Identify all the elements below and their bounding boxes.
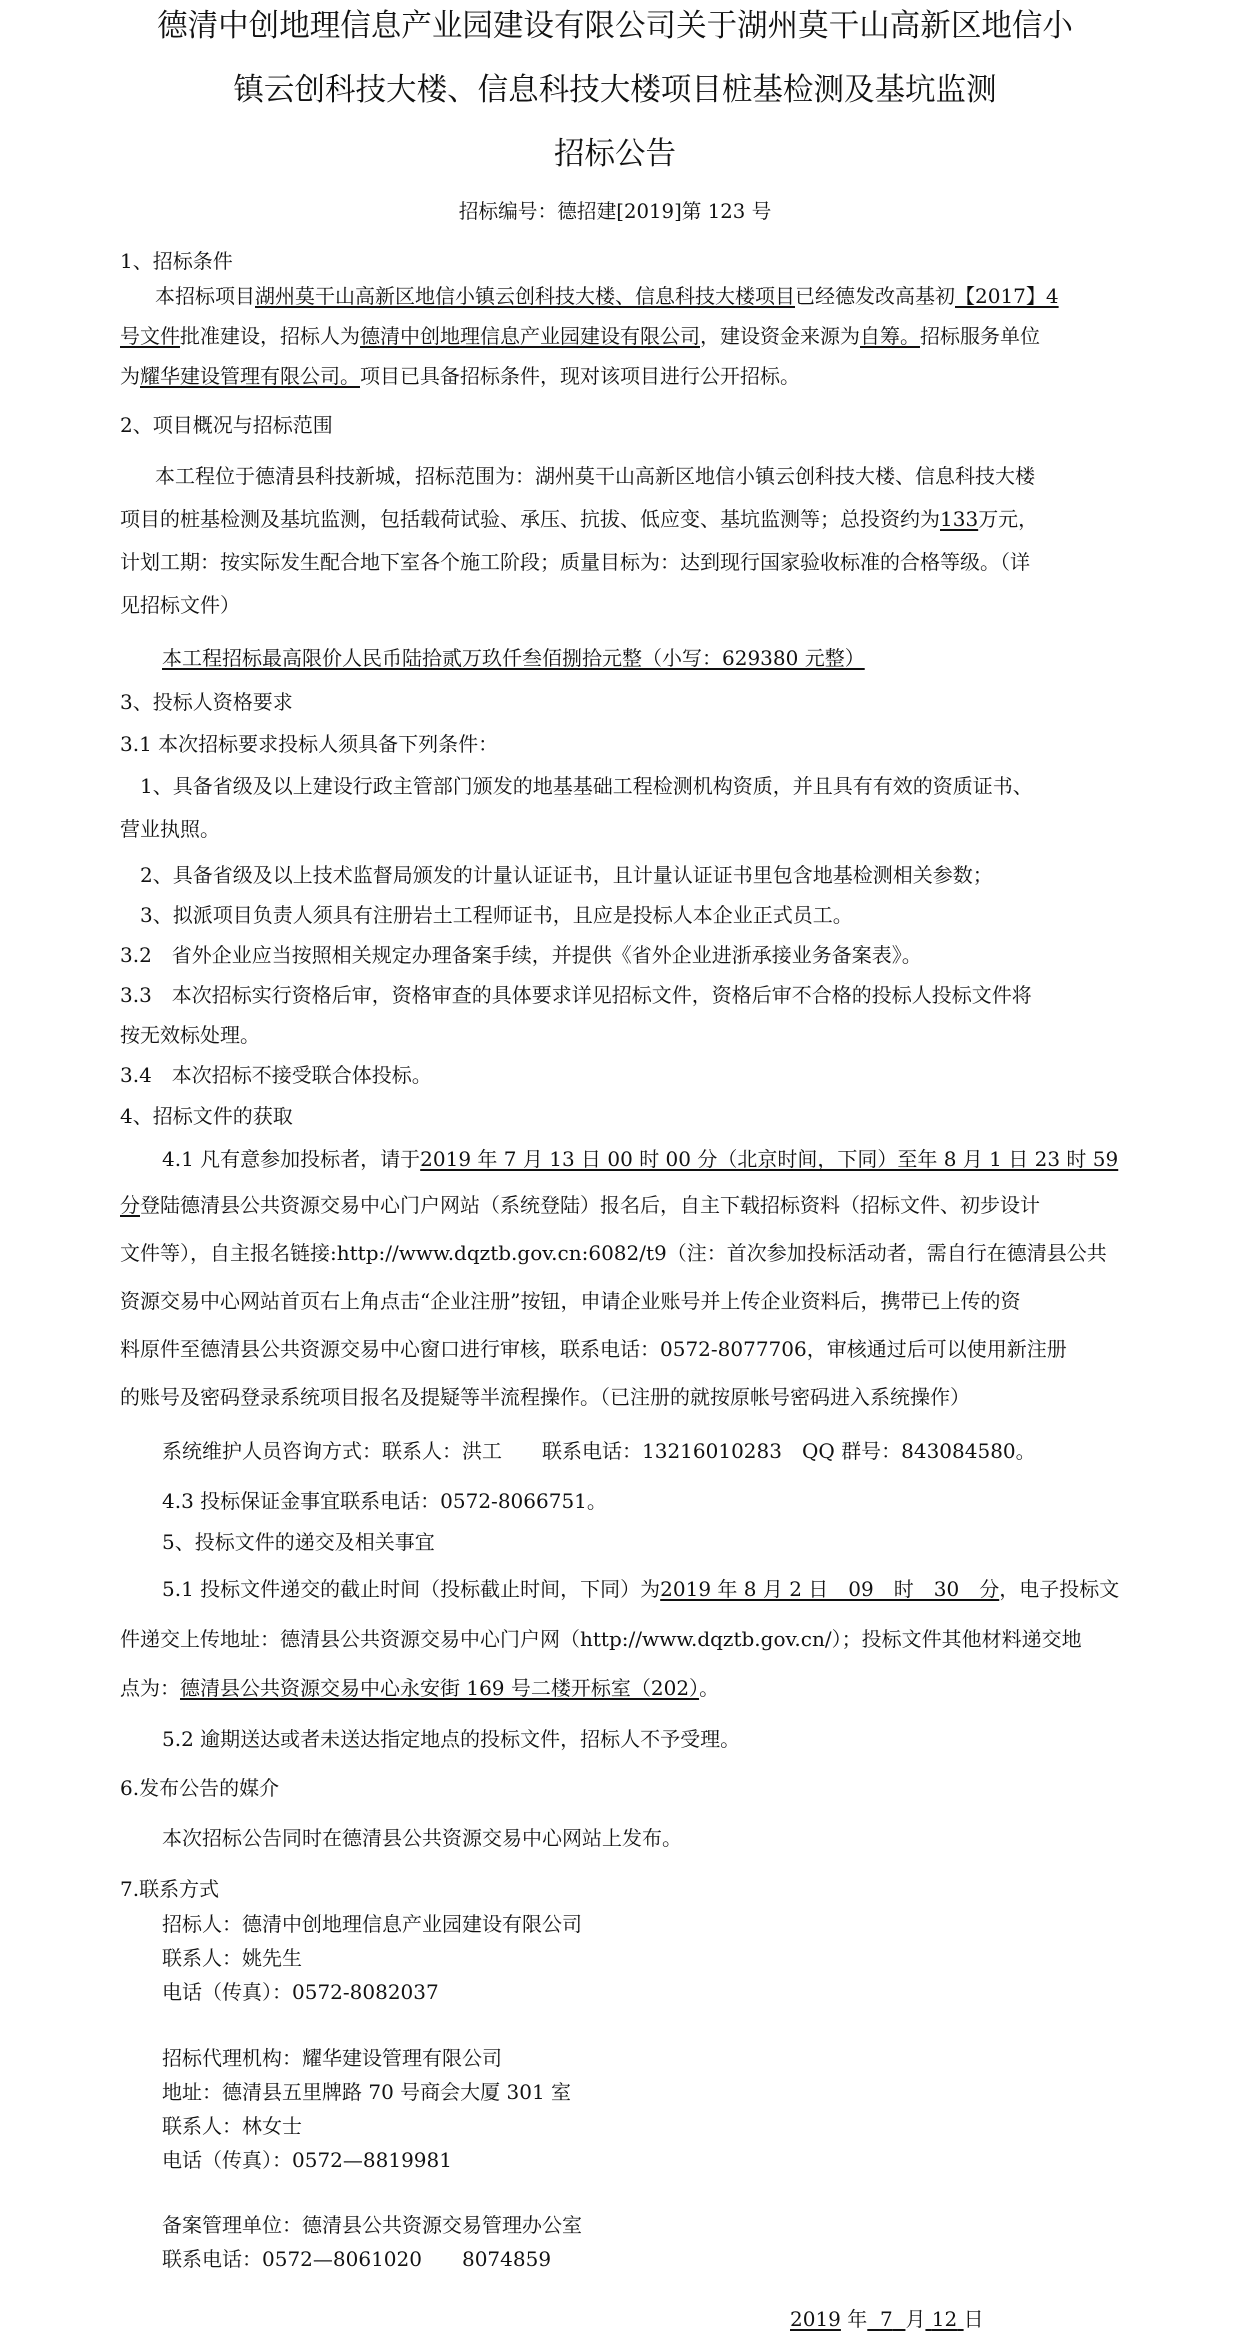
requirement-3-4: 3.4 本次招标不接受联合体投标。 (120, 1063, 432, 1087)
section-3-intro: 3.1 本次招标要求投标人须具备下列条件： (120, 732, 499, 756)
filing-unit: 备案管理单位：德清县公共资源交易管理办公室 (162, 2213, 582, 2237)
tenderer-name: 德清中创地理信息产业园建设有限公司 (360, 324, 700, 348)
requirement-2: 2、具备省级及以上技术监督局颁发的计量认证证书，且计量认证证书里包含地基检测相关参数； (140, 863, 993, 887)
section-5-line-1: 5.1 投标文件递交的截止时间（投标截止时间，下同）为2019 年 8 月 2 日 09 时 30 分，电子投标文 (162, 1577, 1120, 1601)
section-1-heading: 1、招标条件 (120, 249, 233, 273)
project-name: 湖州莫干山高新区地信小镇云创科技大楼、信息科技大楼项目 (255, 284, 795, 308)
section-5-heading: 5、投标文件的递交及相关事宜 (162, 1530, 435, 1554)
requirement-3-2: 3.2 省外企业应当按照相关规定办理备案手续，并提供《省外企业进浙承接业务备案表》。 (120, 943, 922, 967)
tenderer: 招标人：德清中创地理信息产业园建设有限公司 (162, 1912, 582, 1936)
section-1-line-2: 号文件批准建设，招标人为德清中创地理信息产业园建设有限公司，建设资金来源为自筹。招标服务单位 (120, 324, 1040, 348)
submission-deadline: 2019 年 8 月 2 日 09 时 30 分 (660, 1577, 1000, 1601)
section-5-line-2: 件递交上传地址：德清县公共资源交易中心门户网（http://www.dqztb.gov.cn/）；投标文件其他材料递交地 (120, 1627, 1082, 1651)
requirement-1-line-2: 营业执照。 (120, 817, 220, 841)
requirement-1-line-1: 1、具备省级及以上建设行政主管部门颁发的地基基础工程检测机构资质，并且具有有效的资质证书、 (140, 774, 1033, 798)
section-5-line-4: 5.2 逾期送达或者未送达指定地点的投标文件，招标人不予受理。 (162, 1727, 741, 1751)
section-4-line-6: 的账号及密码登录系统项目报名及提疑等半流程操作。（已注册的就按原帐号密码进入系统操作） (120, 1385, 970, 1409)
section-2-line-2: 项目的桩基检测及基坑监测，包括载荷试验、承压、抗拔、低应变、基坑监测等；总投资约为133万元， (120, 507, 1039, 531)
section-5-line-3: 点为：德清县公共资源交易中心永安街 169 号二楼开标室（202）。 (120, 1676, 720, 1700)
agent-name: 耀华建设管理有限公司。 (140, 364, 360, 388)
section-4-line-4: 资源交易中心网站首页右上角点击“企业注册”按钮，申请企业账号并上传企业资料后，携带已上传的资 (120, 1289, 1021, 1313)
title-line-2: 镇云创科技大楼、信息科技大楼项目桩基检测及基坑监测 (233, 72, 997, 108)
requirement-3-3-line-1: 3.3 本次招标实行资格后审，资格审查的具体要求详见招标文件，资格后审不合格的投标人投标文件将 (120, 983, 1032, 1007)
tenderer-phone: 电话（传真）：0572-8082037 (162, 1980, 439, 2004)
section-3-heading: 3、投标人资格要求 (120, 690, 293, 714)
agent-address: 地址：德清县五里牌路 70 号商会大厦 301 室 (162, 2080, 572, 2104)
section-4-line-3: 文件等），自主报名链接:http://www.dqztb.gov.cn:6082/t9（注：首次参加投标活动者，需自行在德清县公共 (120, 1241, 1107, 1265)
approval-doc: 【2017】4 (955, 284, 1059, 308)
tenderer-contact: 联系人：姚先生 (162, 1946, 302, 1970)
announcement-date: 2019 年 7 月 12 日 (790, 2307, 984, 2331)
fund-source: 自筹。 (860, 324, 920, 348)
section-4-line-2: 分登陆德清县公共资源交易中心门户网站（系统登陆）报名后，自主下载招标资料（招标文件、初步设计 (120, 1193, 1040, 1217)
filing-phone: 联系电话：0572—8061020 8074859 (162, 2247, 552, 2271)
section-4-line-1: 4.1 凡有意参加投标者，请于2019 年 7 月 13 日 00 时 00 分（北京时间，下同）至年 8 月 1 日 23 时 59 (162, 1147, 1119, 1171)
section-6-heading: 6.发布公告的媒介 (120, 1776, 280, 1800)
section-2-line-3: 计划工期：按实际发生配合地下室各个施工阶段；质量目标为：达到现行国家验收标准的合格等级。（详 (120, 550, 1030, 574)
section-1-line-1: 本招标项目湖州莫干山高新区地信小镇云创科技大楼、信息科技大楼项目已经德发改高基初【2017】4 (155, 284, 1059, 308)
requirement-3-3-line-2: 按无效标处理。 (120, 1023, 260, 1047)
system-maintenance-contact: 系统维护人员咨询方式：联系人：洪工 联系电话：13216010283 QQ 群号：843084580。 (162, 1439, 1036, 1463)
section-4-heading: 4、招标文件的获取 (120, 1104, 293, 1128)
title-line-3: 招标公告 (553, 136, 677, 172)
agent: 招标代理机构：耀华建设管理有限公司 (162, 2046, 502, 2070)
requirement-3: 3、拟派项目负责人须具有注册岩土工程师证书，且应是投标人本企业正式员工。 (140, 903, 853, 927)
section-7-heading: 7.联系方式 (120, 1877, 220, 1901)
section-2-line-1: 本工程位于德清县科技新城，招标范围为：湖州莫干山高新区地信小镇云创科技大楼、信息科技大楼 (155, 464, 1035, 488)
deposit-contact: 4.3 投标保证金事宜联系电话：0572-8066751。 (162, 1489, 607, 1513)
section-2-heading: 2、项目概况与招标范围 (120, 413, 333, 437)
section-1-line-3: 为耀华建设管理有限公司。项目已具备招标条件，现对该项目进行公开招标。 (120, 364, 800, 388)
registration-period: 2019 年 7 月 13 日 00 时 00 分（北京时间，下同）至年 8 月 1 日 23 时 59 (420, 1147, 1119, 1171)
submission-place: 德清县公共资源交易中心永安街 169 号二楼开标室（202） (180, 1676, 700, 1700)
agent-phone: 电话（传真）：0572—8819981 (162, 2148, 452, 2172)
price-ceiling: 本工程招标最高限价人民币陆拾贰万玖仟叁佰捌拾元整（小写：629380 元整） (162, 646, 865, 670)
section-2-line-4: 见招标文件） (120, 593, 240, 617)
title-line-1: 德清中创地理信息产业园建设有限公司关于湖州莫干山高新区地信小 (157, 8, 1073, 44)
bid-number: 招标编号：德招建[2019]第 123 号 (458, 199, 772, 223)
agent-contact: 联系人：林女士 (162, 2114, 302, 2138)
section-4-line-5: 料原件至德清县公共资源交易中心窗口进行审核，联系电话：0572-8077706，审核通过后可以使用新注册 (120, 1337, 1067, 1361)
section-6-text: 本次招标公告同时在德清县公共资源交易中心网站上发布。 (162, 1826, 682, 1850)
investment-amount: 133 (940, 507, 979, 531)
